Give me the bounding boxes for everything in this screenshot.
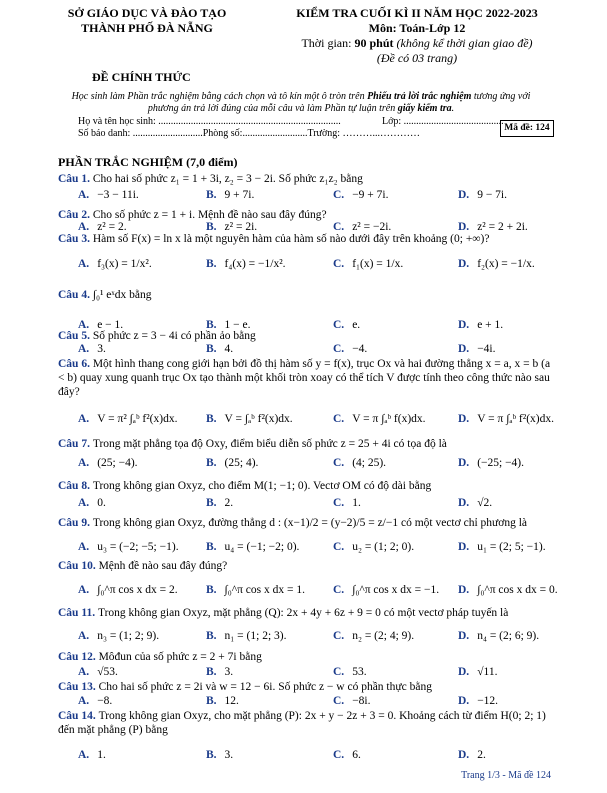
question-label: Câu 1. (58, 173, 93, 185)
question-5 (58, 329, 554, 343)
question-label: Câu 4. (58, 289, 93, 301)
option-text: √53. (97, 666, 118, 678)
question-text: Trong không gian Oxyz, cho mặt phẳng (P): 2x + y − 2z + 3 = 0. Khoảng cách từ điểm H(0; 2; 1) đến mặt phẳng (P) bằng (58, 710, 546, 736)
option-letter: B. (206, 584, 217, 596)
dept-line-1: SỞ GIÁO DỤC VÀ ĐÀO TẠO (67, 6, 227, 20)
exam-subject: Môn: Toán-Lớp 12 (368, 21, 466, 35)
option-c (333, 258, 403, 270)
option-a (78, 749, 106, 761)
question-label: Câu 8. (58, 480, 93, 492)
question-4 (58, 288, 554, 302)
option-letter: D. (458, 413, 470, 425)
option-text: f₁(x) = 1/x. (352, 258, 404, 270)
question-text: Cho số phức z = 1 + i. Mệnh đề nào sau đây đúng? (92, 209, 327, 221)
option-text: n₁ = (1; 2; 3). (224, 630, 287, 642)
option-c (333, 666, 367, 678)
question-text: ∫₀¹ eˣdx bằng (92, 289, 152, 301)
option-a (78, 258, 152, 270)
option-letter: B. (206, 258, 217, 270)
option-letter: D. (458, 189, 470, 201)
option-letter: A. (78, 221, 90, 233)
option-text: 4. (224, 343, 234, 355)
option-letter: B. (206, 189, 217, 201)
option-c (333, 189, 388, 201)
option-text: V = ∫ₐᵇ f²(x)dx. (224, 413, 293, 425)
option-a (78, 343, 106, 355)
question-6 (58, 357, 554, 399)
question-6-options (58, 413, 554, 427)
option-letter: D. (458, 497, 470, 509)
option-text: ∫₀^π cos x dx = −1. (352, 584, 440, 596)
option-d (458, 343, 496, 355)
option-a (78, 584, 178, 596)
option-letter: A. (78, 189, 90, 201)
option-text: 9 − 7i. (477, 189, 507, 201)
question-1 (58, 172, 554, 186)
option-a (78, 497, 106, 509)
option-b (206, 343, 233, 355)
question-14-options (58, 749, 554, 763)
option-d (458, 749, 486, 761)
option-letter: D. (458, 749, 470, 761)
option-letter: A. (78, 258, 90, 270)
option-d (458, 413, 554, 425)
option-letter: C. (333, 666, 345, 678)
option-letter: C. (333, 319, 345, 331)
option-letter: D. (458, 695, 470, 707)
header-department (62, 6, 232, 36)
question-8 (58, 479, 554, 493)
question-text: Cho hai số phức z₁ = 1 + 3i, z₂ = 3 − 2i. Số phức z₁z₂ bằng (92, 173, 363, 185)
option-letter: D. (458, 319, 470, 331)
page-footer: Trang 1/3 - Mã đề 124 (461, 770, 551, 781)
option-b (206, 258, 286, 270)
option-text: u₃ = (−2; −5; −1). (97, 541, 179, 553)
question-text: Mệnh đề nào sau đây đúng? (98, 560, 228, 572)
question-10 (58, 559, 554, 573)
question-13-options (58, 695, 554, 709)
option-text: e − 1. (97, 319, 124, 331)
option-letter: A. (78, 319, 90, 331)
option-text: 9 + 7i. (224, 189, 255, 201)
instr-bold1: Phiếu trả lời trắc nghiệm (367, 91, 472, 102)
option-letter: A. (78, 497, 90, 509)
option-c (333, 541, 414, 553)
instr-part1: Học sinh làm Phần trắc nghiệm bằng cách chọn và tô kín một ô tròn trên (71, 91, 365, 102)
option-b (206, 497, 233, 509)
student-name-field: Họ và tên học sinh: ......................................................................... (78, 116, 341, 127)
time-label: Thời gian: (301, 36, 352, 50)
option-text: −4. (352, 343, 368, 355)
question-text: Số phức z = 3 − 4i có phần ảo bằng (92, 330, 256, 342)
option-text: e. (352, 319, 361, 331)
option-b (206, 413, 293, 425)
official-label: ĐỀ CHÍNH THỨC (92, 70, 191, 84)
option-b (206, 584, 305, 596)
option-d (458, 457, 524, 469)
question-9-options (58, 541, 554, 555)
option-text: 2. (224, 497, 234, 509)
question-label: Câu 11. (58, 607, 98, 619)
question-label: Câu 13. (58, 681, 99, 693)
option-text: (25; −4). (97, 457, 138, 469)
option-b (206, 541, 299, 553)
option-c (333, 457, 386, 469)
option-c (333, 630, 414, 642)
question-label: Câu 12. (58, 651, 99, 663)
option-text: 3. (97, 343, 106, 355)
option-text: n₂ = (2; 4; 9). (352, 630, 415, 642)
option-b (206, 666, 233, 678)
option-text: z² = 2 + 2i. (477, 221, 528, 233)
option-text: ∫₀^π cos x dx = 2. (97, 584, 178, 596)
option-letter: A. (78, 541, 90, 553)
option-text: 53. (352, 666, 367, 678)
option-text: (25; 4). (224, 457, 259, 469)
question-label: Câu 10. (58, 560, 99, 572)
option-text: f₄(x) = −1/x². (224, 258, 286, 270)
option-letter: C. (333, 497, 345, 509)
option-text: −3 − 11i. (97, 189, 139, 201)
question-14 (58, 709, 554, 737)
option-letter: B. (206, 749, 217, 761)
option-a (78, 630, 159, 642)
option-text: u₂ = (1; 2; 0). (352, 541, 415, 553)
time-note: (không kể thời gian giao đề) (396, 36, 533, 50)
option-d (458, 189, 507, 201)
section-title: PHẦN TRẮC NGHIỆM (7,0 điểm) (58, 155, 238, 169)
option-letter: D. (458, 457, 470, 469)
question-12-options (58, 666, 554, 680)
question-11 (58, 606, 554, 620)
exam-title: KIỂM TRA CUỐI KÌ II NĂM HỌC 2022-2023 (296, 6, 538, 20)
instructions (58, 91, 544, 115)
question-7 (58, 437, 554, 451)
option-text: V = π² ∫ₐᵇ f²(x)dx. (97, 413, 178, 425)
option-letter: B. (206, 541, 217, 553)
pages-note: (Đề có 03 trang) (376, 51, 458, 65)
option-d (458, 666, 497, 678)
exam-code-box: Mã đề: 124 (500, 120, 554, 137)
option-letter: A. (78, 343, 90, 355)
question-text: Cho hai số phức z = 2i và w = 12 − 6i. Số phức z − w có phần thực bằng (98, 681, 432, 693)
question-1-options (58, 189, 554, 203)
option-text: 12. (224, 695, 239, 707)
option-letter: D. (458, 630, 470, 642)
option-d (458, 497, 492, 509)
option-c (333, 749, 361, 761)
question-13 (58, 680, 554, 694)
option-letter: A. (78, 584, 90, 596)
option-letter: A. (78, 457, 90, 469)
option-letter: C. (333, 189, 345, 201)
option-letter: A. (78, 695, 90, 707)
question-7-options (58, 457, 554, 471)
option-text: 2. (477, 749, 486, 761)
question-label: Câu 9. (58, 517, 93, 529)
option-d (458, 630, 539, 642)
option-c (333, 413, 426, 425)
option-letter: B. (206, 457, 217, 469)
instr-bold2: giấy kiểm tra (397, 103, 452, 114)
option-text: (−25; −4). (477, 457, 525, 469)
option-letter: B. (206, 666, 217, 678)
option-letter: D. (458, 221, 470, 233)
option-text: −8. (97, 695, 113, 707)
option-letter: C. (333, 221, 345, 233)
option-letter: D. (458, 541, 470, 553)
option-text: n₄ = (2; 6; 9). (477, 630, 540, 642)
option-text: −4i. (477, 343, 496, 355)
option-letter: C. (333, 343, 345, 355)
option-letter: C. (333, 630, 345, 642)
dept-line-2: THÀNH PHỐ ĐÀ NẴNG (81, 21, 213, 35)
option-letter: D. (458, 258, 470, 270)
option-letter: C. (333, 457, 345, 469)
option-text: ∫₀^π cos x dx = 1. (224, 584, 305, 596)
option-text: −12. (477, 695, 499, 707)
option-letter: B. (206, 413, 217, 425)
option-c (333, 584, 439, 596)
option-text: f₂(x) = −1/x. (477, 258, 535, 270)
question-text: Môđun của số phức z = 2 + 7i bằng (98, 651, 262, 663)
option-text: 6. (352, 749, 361, 761)
option-a (78, 695, 112, 707)
option-letter: B. (206, 695, 217, 707)
option-d (458, 695, 498, 707)
option-c (333, 343, 367, 355)
option-text: V = π ∫ₐᵇ f(x)dx. (352, 413, 426, 425)
question-label: Câu 14. (58, 710, 99, 722)
option-text: √11. (477, 666, 498, 678)
option-letter: C. (333, 541, 345, 553)
question-9 (58, 516, 554, 530)
option-letter: D. (458, 666, 470, 678)
exam-time (262, 36, 572, 51)
option-c (333, 695, 371, 707)
option-text: z² = 2. (97, 221, 127, 233)
option-text: u₁ = (2; 5; −1). (477, 541, 546, 553)
question-text: Hàm số F(x) = ln x là một nguyên hàm của hàm số nào dưới đây trên khoảng (0; +∞)? (92, 233, 490, 245)
option-b (206, 749, 233, 761)
question-12 (58, 650, 554, 664)
question-text: Trong không gian Oxyz, mặt phẳng (Q): 2x + 4y + 6z + 9 = 0 có một vectơ pháp tuyến là (97, 607, 509, 619)
option-text: 1. (97, 749, 106, 761)
option-letter: C. (333, 413, 345, 425)
option-letter: A. (78, 630, 90, 642)
option-a (78, 413, 177, 425)
question-text: Trong mặt phẳng tọa độ Oxy, điểm biểu diễn số phức z = 25 + 4i có tọa độ là (92, 438, 447, 450)
option-letter: B. (206, 221, 217, 233)
option-text: 3. (224, 749, 234, 761)
option-text: u₄ = (−1; −2; 0). (224, 541, 300, 553)
option-letter: B. (206, 319, 217, 331)
question-label: Câu 2. (58, 209, 93, 221)
option-text: −8i. (352, 695, 371, 707)
question-3-options (58, 258, 554, 272)
option-letter: C. (333, 695, 345, 707)
question-11-options (58, 630, 554, 644)
option-letter: C. (333, 258, 345, 270)
header-exam-info (262, 6, 572, 66)
option-d (458, 541, 546, 553)
option-b (206, 457, 258, 469)
option-text: e + 1. (477, 319, 504, 331)
option-letter: A. (78, 666, 90, 678)
option-d (458, 584, 558, 596)
option-a (78, 666, 118, 678)
option-b (206, 695, 239, 707)
option-letter: A. (78, 749, 90, 761)
option-text: f₃(x) = 1/x². (97, 258, 152, 270)
option-a (78, 541, 179, 553)
option-letter: D. (458, 584, 470, 596)
class-field: Lớp: ........................................ (382, 116, 504, 127)
option-text: −9 + 7i. (352, 189, 389, 201)
option-letter: A. (78, 413, 90, 425)
question-10-options (58, 584, 558, 598)
option-a (78, 189, 139, 201)
question-text: Trong không gian Oxyz, cho điểm M(1; −1; 0). Vectơ OM có độ dài bằng (92, 480, 432, 492)
question-text: Trong không gian Oxyz, đường thẳng d : (x−1)/2 = (y−2)/5 = z/−1 có một vectơ chỉ phương là (92, 517, 527, 529)
candidate-number-field: Số báo danh: ............................Phòng số:..........................Trường: ………...………… (78, 128, 421, 139)
option-text: √2. (477, 497, 493, 509)
option-c (333, 497, 361, 509)
instr-part2: tương ứng với phương án trả lời đúng của mỗi câu và làm Phần tự luận trên (147, 91, 531, 114)
option-letter: C. (333, 584, 345, 596)
instr-end: . (451, 103, 455, 114)
question-2 (58, 208, 554, 222)
question-8-options (58, 497, 554, 511)
option-text: 1. (352, 497, 361, 509)
option-b (206, 189, 254, 201)
option-text: V = π ∫ₐᵇ f²(x)dx. (477, 413, 554, 425)
option-text: n₃ = (1; 2; 9). (97, 630, 160, 642)
time-value: 90 phút (354, 36, 394, 50)
question-label: Câu 7. (58, 438, 93, 450)
option-text: 0. (97, 497, 106, 509)
option-letter: D. (458, 343, 470, 355)
option-text: (4; 25). (352, 457, 387, 469)
option-text: 3. (224, 666, 234, 678)
option-text: z² = −2i. (352, 221, 392, 233)
question-text: Một hình thang cong giới hạn bởi đồ thị hàm số y = f(x), trục Ox và hai đường thẳng x = a, x = b (a < b) quay xung quanh trục Ox tạo thành một khối tròn xoay có thể tích V được tính theo công thức nào sau đây? (58, 358, 551, 398)
option-letter: C. (333, 749, 345, 761)
option-text: z² = 2i. (224, 221, 258, 233)
option-a (78, 457, 138, 469)
option-d (458, 258, 535, 270)
option-letter: B. (206, 630, 217, 642)
option-b (206, 630, 286, 642)
question-label: Câu 3. (58, 233, 93, 245)
question-3 (58, 232, 554, 246)
option-text: 1 − e. (224, 319, 251, 331)
question-label: Câu 5. (58, 330, 93, 342)
question-5-options (58, 343, 554, 357)
option-text: ∫₀^π cos x dx = 0. (477, 584, 558, 596)
option-letter: B. (206, 343, 217, 355)
option-letter: B. (206, 497, 217, 509)
question-label: Câu 6. (58, 358, 93, 370)
